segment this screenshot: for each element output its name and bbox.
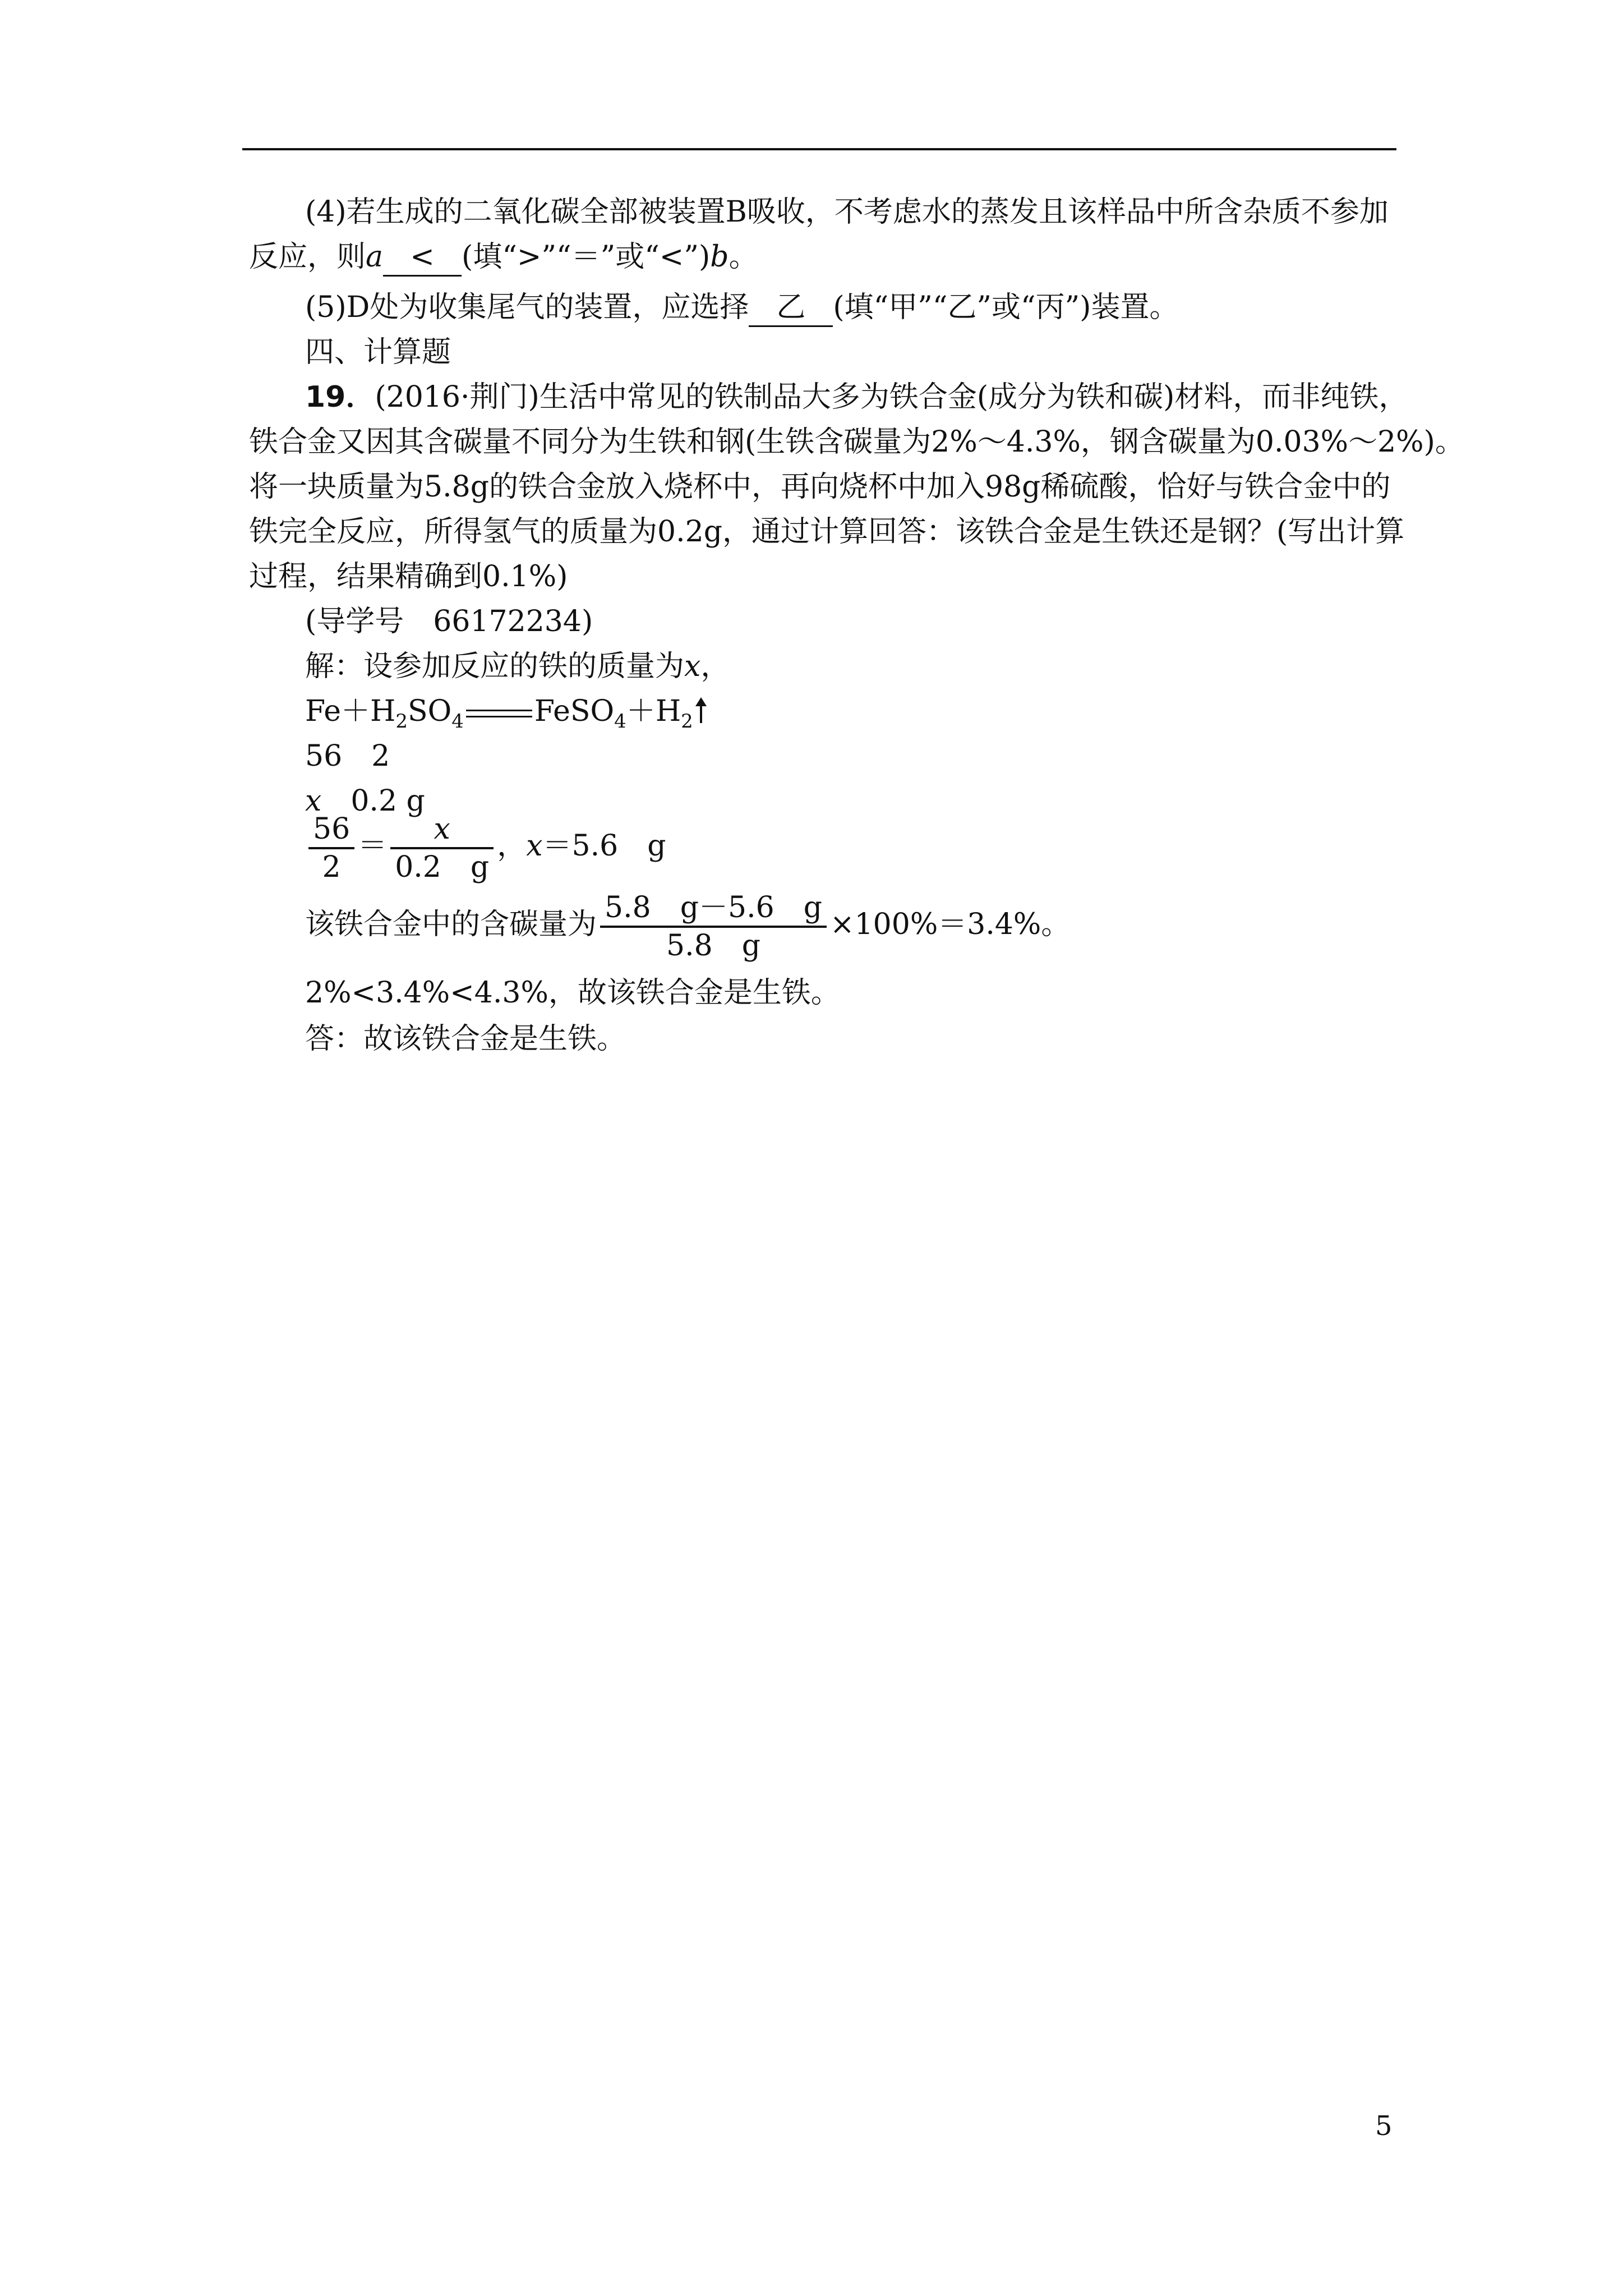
fraction-numerator: x bbox=[390, 811, 494, 849]
var-x: x bbox=[305, 784, 322, 818]
fraction bbox=[308, 811, 354, 885]
equals-sign-icon bbox=[466, 710, 532, 717]
chemical-equation bbox=[305, 689, 707, 734]
eq-so: SO bbox=[408, 694, 452, 728]
eq-sub: 4 bbox=[614, 710, 626, 733]
eq-fe: Fe＋H bbox=[305, 694, 396, 728]
header-rule bbox=[242, 148, 1396, 150]
q5-text-post: (填“甲”“乙”或“丙”)装置。 bbox=[833, 291, 1179, 324]
page-number: 5 bbox=[1375, 2110, 1393, 2142]
q4-answer-blank: < bbox=[383, 239, 462, 277]
solution-intro bbox=[305, 644, 730, 689]
solution-intro-post: ， bbox=[700, 650, 730, 683]
var-x: x bbox=[684, 650, 701, 683]
fraction bbox=[390, 811, 494, 885]
fraction-numerator: 5.8 g－5.6 g bbox=[600, 890, 827, 928]
section-heading: 四、计算题 bbox=[305, 335, 451, 369]
q4-line2 bbox=[249, 234, 758, 279]
eq-feso: FeSO bbox=[534, 694, 615, 728]
fraction-denominator: 0.2 g bbox=[395, 850, 490, 884]
gas-arrow-icon bbox=[695, 697, 707, 723]
equals: ＝ bbox=[358, 829, 388, 863]
fraction-numerator: 56 bbox=[308, 811, 354, 849]
q19-line1 bbox=[305, 375, 1408, 420]
q4-line1: (4)若生成的二氧化碳全部被装置B吸收，不考虑水的蒸发且该样品中所含杂质不参加 bbox=[305, 195, 1389, 229]
q4-text-pre: 反应，则 bbox=[249, 240, 366, 274]
carbon-text-pre: 该铁合金中的含碳量为 bbox=[305, 908, 597, 941]
separator: ， bbox=[497, 829, 527, 863]
comparison-line: 2%<3.4%<4.3%，故该铁合金是生铁。 bbox=[305, 976, 840, 1010]
q5-text-pre: (5)D处为收集尾气的装置，应选择 bbox=[305, 291, 749, 324]
fraction-denominator: 5.8 g bbox=[666, 928, 760, 963]
proportion-equation bbox=[305, 808, 666, 885]
var-x: x bbox=[526, 829, 543, 863]
q19-source: (2016·荆门) bbox=[375, 380, 540, 414]
fraction-denominator: 2 bbox=[322, 850, 341, 884]
q5-answer-blank: 乙 bbox=[749, 289, 833, 327]
guide-number: (导学号 66172234) bbox=[305, 605, 593, 638]
q19-text: 生活中常见的铁制品大多为铁合金(成分为铁和碳)材料，而非纯铁， bbox=[539, 380, 1408, 414]
fraction bbox=[600, 890, 827, 964]
q4-text-end: 。 bbox=[728, 240, 758, 274]
q19-line3: 将一块质量为5.8g的铁合金放入烧杯中，再向烧杯中加入98g稀硫酸，恰好与铁合金中的 bbox=[249, 470, 1391, 504]
q19-line5: 过程，结果精确到0.1%) bbox=[249, 560, 568, 593]
var-a: a bbox=[366, 240, 384, 274]
solution-intro-pre: 解：设参加反应的铁的质量为 bbox=[305, 650, 685, 683]
var-b: b bbox=[710, 240, 729, 274]
carbon-content-line bbox=[305, 886, 1070, 964]
carbon-text-post: ×100%＝3.4%。 bbox=[830, 908, 1071, 941]
q19-line4: 铁完全反应，所得氢气的质量为0.2g，通过计算回答：该铁合金是生铁还是钢？(写出计算 bbox=[249, 515, 1405, 549]
eq-sub: 2 bbox=[681, 710, 693, 733]
result-value: ＝5.6 g bbox=[542, 829, 666, 863]
q19-number: 19． bbox=[305, 380, 375, 414]
eq-plus-h: ＋H bbox=[626, 694, 681, 728]
q19-line2: 铁合金又因其含碳量不同分为生铁和钢(生铁含碳量为2%～4.3%，钢含碳量为0.03%～2%)。 bbox=[249, 425, 1464, 459]
q4-text-post: (填“>”“＝”或“<”) bbox=[462, 240, 711, 274]
ratio-row-1: 56 2 bbox=[305, 739, 390, 773]
eq-sub: 2 bbox=[395, 710, 408, 733]
eq-sub: 4 bbox=[451, 710, 464, 733]
ratio-row-2-value: 0.2 g bbox=[321, 784, 425, 818]
final-answer: 答：故该铁合金是生铁。 bbox=[305, 1022, 626, 1056]
q5-line bbox=[305, 285, 1178, 330]
